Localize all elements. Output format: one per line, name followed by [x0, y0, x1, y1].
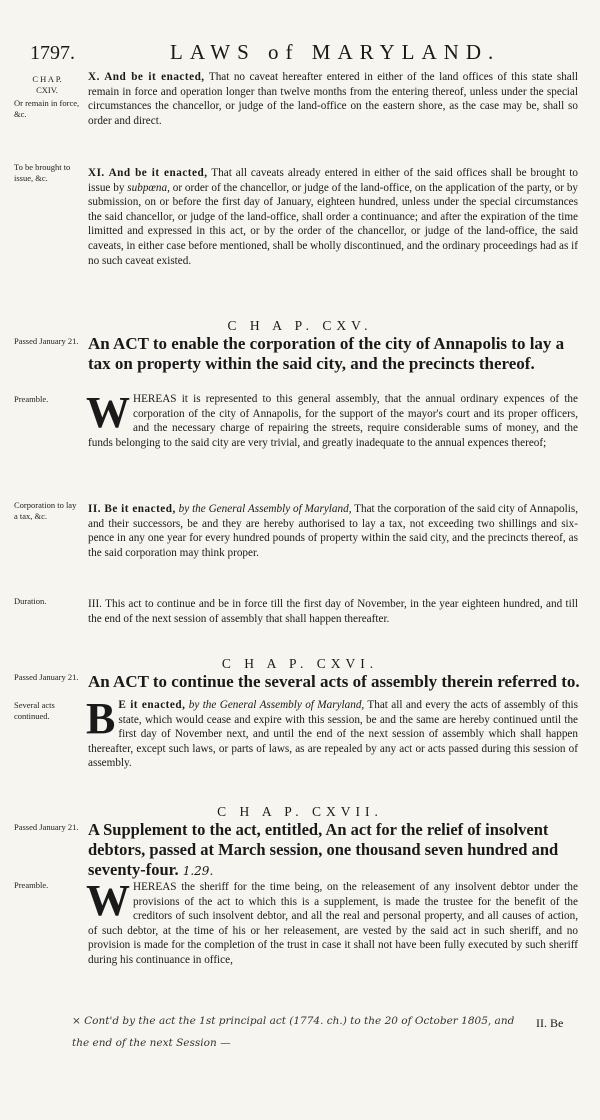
catchword: II. Be: [536, 1016, 564, 1030]
margin-passed-chap-116: Passed January 21.: [14, 672, 79, 682]
margin-passed-chap-115: Passed January 21.: [14, 336, 79, 346]
handwritten-footnote: × Cont'd by the act the 1st principal act (1774. ch.) to the 20 of October 1805, and the end of the next Session —: [72, 1015, 515, 1049]
chap-115-preamble: WHEREAS it is represented to this general assembly, that the annual ordinary expences of the corporation of the city of Annapolis, for the support of the mayor's court and its proper officers, and the necessary charge of repairing the streets, require considerable sums of money, and the funds belonging to the said city are very trivial, and greatly inadequate to the annual expences thereof;: [86, 388, 578, 449]
margin-note-remain-in-force: Or remain in force, &c.: [14, 98, 80, 119]
margin-passed-chap-117: Passed January 21.: [14, 822, 79, 832]
drop-cap-w-2: W: [86, 876, 130, 925]
chap-115-section-ii: II. Be it enacted, by the General Assembly of Maryland, That the corporation of the said city of Annapolis, and their successors, be and they are hereby authorised to lay a tax, not exceeding two shillings and six-pence in any one year for every hundred pounds of property within the said city, and the precincts thereof, as the said corporation may think proper.: [88, 503, 578, 559]
margin-duration: Duration.: [14, 596, 47, 606]
margin-chap-label: C H A P. CXIV.: [32, 74, 62, 95]
section-x: X. And be it enacted, That no caveat hereafter entered in either of the land offices of this state shall remain in force and operation longer than twelve months from the entering thereof, unless under the special circumstances the chancellor, or judge of the land-office on the eastern shore, as the case may be, shall so order and direct.: [88, 71, 578, 127]
chap-115-section-iii: III. This act to continue and be in force till the first day of November, in the year eighteen hundred, and till the end of the next session of assembly that shall happen thereafter.: [88, 598, 578, 625]
chap-116-heading: C H A P. CXVI.: [221, 656, 379, 671]
chap-117-heading: C H A P. CXVII.: [217, 804, 383, 819]
page-title: LAWS of MARYLAND.: [170, 40, 501, 64]
chap-116-body: B E it enacted, by the General Assembly of Maryland, That all and every the acts of assembly of this state, which would cease and expire with this session, be and the same are hereby continued until the first day of November next, and until the end of the next session of assembly which shall happen thereafter, except such laws, or parts of laws, as are repealed by any act or acts passed during this session of assembly.: [86, 694, 578, 770]
drop-cap-w: W: [86, 388, 130, 437]
margin-corporation-tax: Corporation to lay a tax, &c.: [14, 500, 77, 521]
handwritten-reference: 1.29.: [182, 864, 214, 878]
margin-preamble-chap-117: Preamble.: [14, 880, 49, 890]
section-xi: XI. And be it enacted, That all caveats already entered in either of the said offices shall be brought to issue by subpœna, or order of the chancellor, or judge of the land-office, on the application of the party, or by submission, on or before the first day of January, eighteen hundred, unless under the special circumstances the said chancellor, or judge of the land-office, shall order a continuance; and after the expiration of the time limitted and expressed in this act, or by the order of the chancellor, or judge of the land-office, the said caveats, in either case before mentioned, shall be wholly discontinued, and the ordinary proceedings had as if no such caveat existed.: [88, 167, 579, 267]
chap-115-heading: C H A P. CXV.: [227, 318, 373, 333]
drop-cap-b: B: [86, 694, 116, 743]
running-header: [0, 38, 600, 68]
page-year: 1797.: [30, 42, 75, 64]
chap-117-title: A Supplement to the act, entitled, An act for the relief of insolvent debtors, passed at March session, one thousand seven hundred and seventy-four. 1.29.: [88, 820, 559, 879]
chap-117-preamble: WHEREAS the sheriff for the time being, on the releasement of any insolvent debtor under the provisions of the act to which this is a supplement, is made the trustee for the benefit of the creditors of such insolvent debtor, and all the real and personal property, and all causes of action, of such debtor, at the time of his or her releasement, are vested by the said act in such sheriff, and no provision is made for the completion of the trust in case it shall not have been fully executed by such sheriff during his continuance in office,: [86, 876, 578, 966]
margin-note-brought-to-issue: To be brought to issue, &c.: [14, 162, 71, 183]
chap-115-title: An ACT to enable the corporation of the city of Annapolis to lay a tax on property within the said city, and the precincts thereof.: [88, 334, 565, 373]
chap-116-title: An ACT to continue the several acts of assembly therein referred to.: [88, 672, 580, 691]
margin-preamble-chap-115: Preamble.: [14, 394, 49, 404]
margin-several-acts: Several acts continued.: [14, 700, 55, 721]
